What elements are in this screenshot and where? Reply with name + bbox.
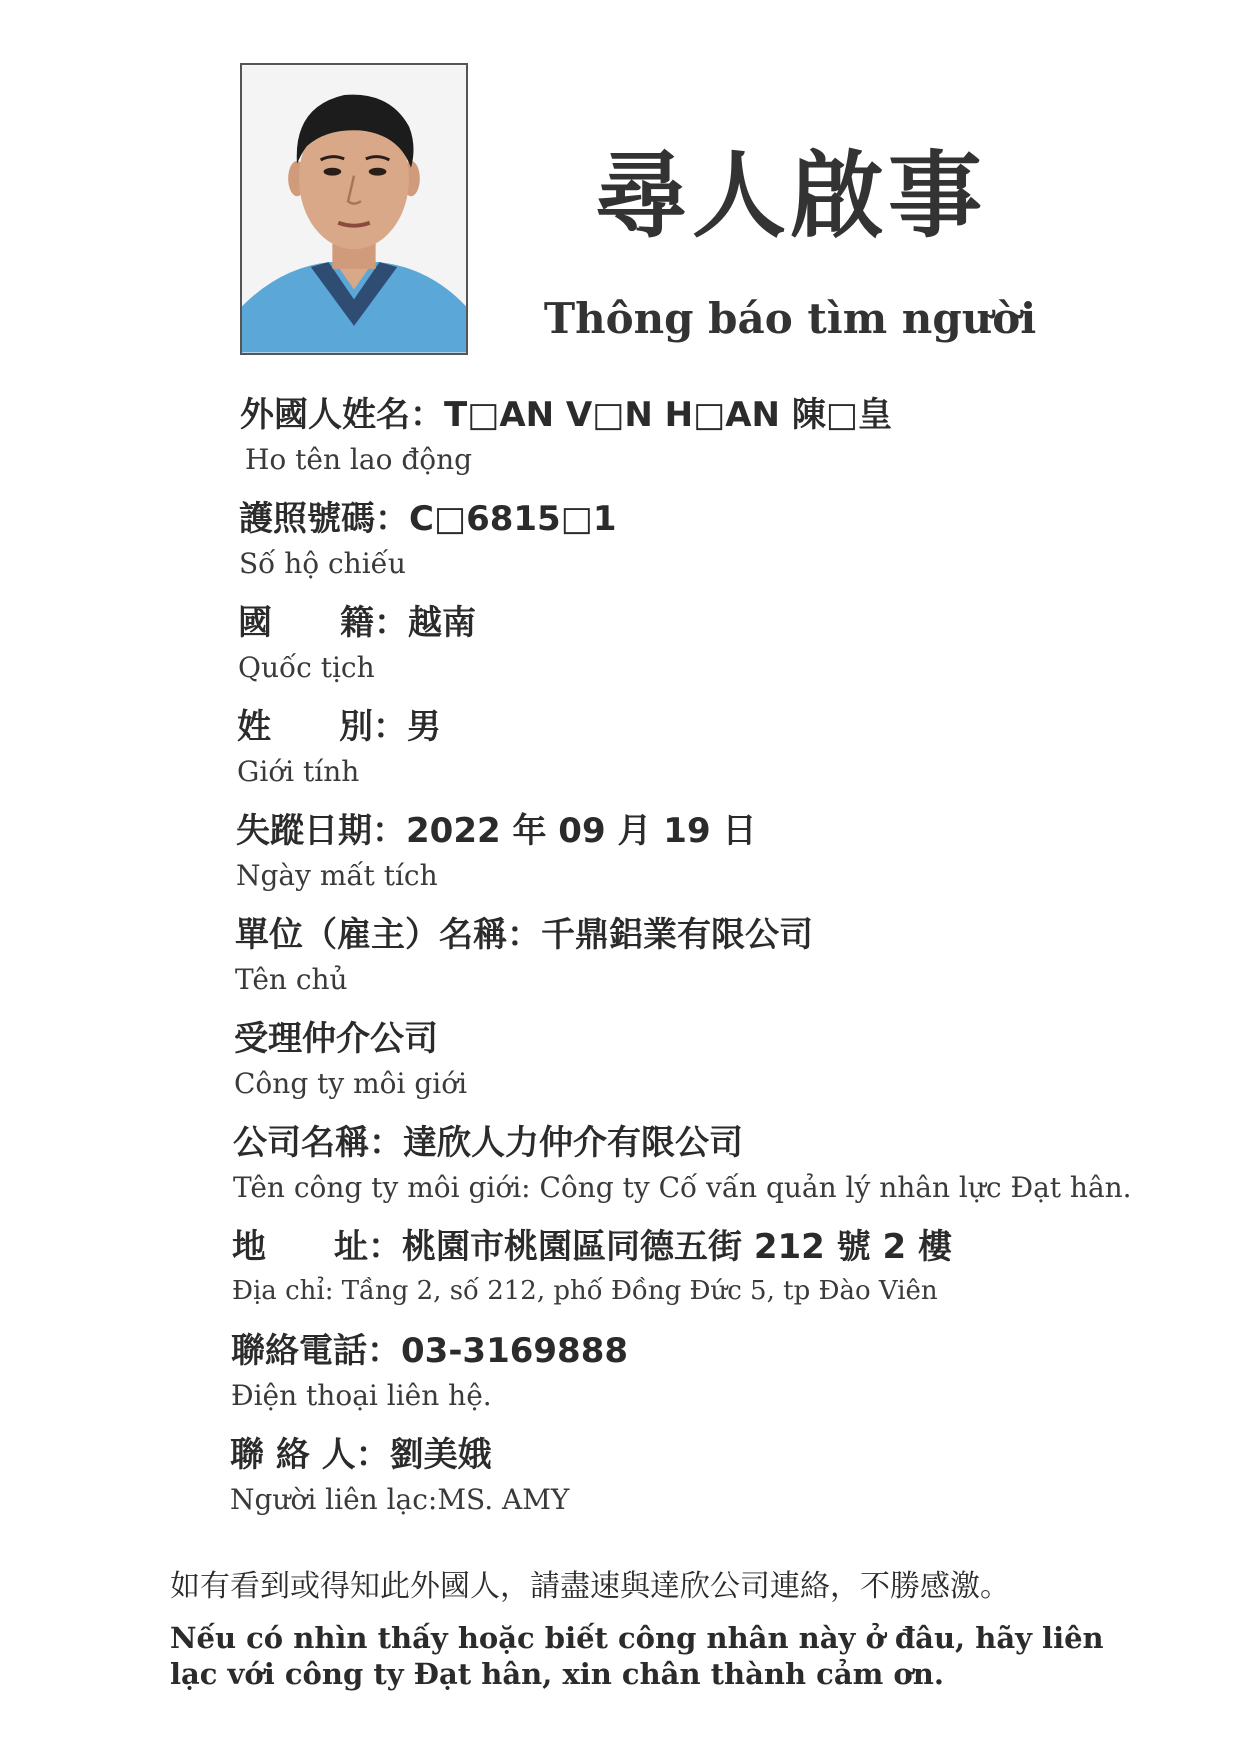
- field-subtitle: Quốc tịch: [238, 651, 375, 684]
- field-subtitle: Ngày mất tích: [236, 859, 438, 892]
- field-label: 護照號碼：: [239, 499, 409, 539]
- field-label: 受理仲介公司: [234, 1019, 438, 1059]
- field-subtitle: Người liên lạc:MS. AMY: [230, 1483, 570, 1516]
- title-vietnamese: Thông báo tìm người: [543, 294, 1037, 343]
- title-chinese: 尋人啟事: [593, 142, 986, 251]
- field-label: 國 籍：: [238, 603, 408, 643]
- footer-note-vietnamese: Nếu có nhìn thấy hoặc biết công nhân này ở đâu, hãy liên lạc với công ty Đạt hân, xin chân thành cảm ơn.: [170, 1621, 1104, 1692]
- field-value: 03-3169888: [401, 1331, 629, 1371]
- field-label: 公司名稱：: [233, 1123, 403, 1163]
- field-value: 千鼎鋁業有限公司: [541, 915, 813, 955]
- field-value: C□6815□1: [409, 499, 617, 539]
- field-nationality: [238, 603, 1240, 684]
- field-subtitle: Tên chủ: [235, 963, 348, 996]
- field-value: 2022 年 09 月 19 日: [406, 811, 757, 851]
- field-agency-heading: [234, 1019, 1240, 1100]
- field-subtitle: Số hộ chiếu: [239, 547, 406, 580]
- field-subtitle: Công ty môi giới: [234, 1067, 468, 1100]
- field-subtitle: Tên công ty môi giới: Công ty Cố vấn quản lý nhân lực Đạt hân.: [233, 1171, 1132, 1204]
- footer-note-chinese: 如有看到或得知此外國人，請盡速與達欣公司連絡，不勝感激。: [170, 1569, 1010, 1604]
- field-subtitle: Địa chỉ: Tầng 2, số 212, phố Đồng Đức 5, tp Đào Viên: [232, 1276, 938, 1306]
- field-value: 男: [407, 707, 441, 747]
- field-label: 外國人姓名：: [240, 395, 444, 435]
- field-worker-name: [240, 395, 1240, 476]
- field-contact-phone: [231, 1331, 1240, 1412]
- field-contact-person: [230, 1435, 1240, 1516]
- field-address: [232, 1227, 1240, 1306]
- field-value: T□AN V□N H□AN 陳□皇: [444, 395, 892, 435]
- field-label: 聯 絡 人：: [230, 1435, 390, 1475]
- field-value: 達欣人力仲介有限公司: [403, 1123, 743, 1163]
- field-label: 失蹤日期：: [236, 811, 406, 851]
- field-value: 桃園市桃園區同德五街 212 號 2 樓: [402, 1227, 952, 1267]
- portrait-illustration: [242, 65, 466, 353]
- field-label: 聯絡電話：: [231, 1331, 401, 1371]
- field-label: 地 址：: [232, 1227, 402, 1267]
- field-subtitle: Ho tên lao động: [245, 443, 473, 476]
- field-agency-name: [233, 1123, 1240, 1204]
- field-value: 越南: [408, 603, 476, 643]
- field-subtitle: Điện thoại liên hệ.: [231, 1379, 492, 1412]
- field-label: 單位（雇主）名稱：: [235, 915, 541, 955]
- portrait-photo: [240, 63, 468, 355]
- field-gender: [237, 707, 1240, 788]
- field-label: 姓 別：: [237, 707, 407, 747]
- field-missing-date: [236, 811, 1240, 892]
- field-passport-number: [239, 499, 1240, 580]
- field-subtitle: Giới tính: [237, 755, 360, 788]
- field-value: 劉美娥: [389, 1435, 492, 1475]
- field-employer-name: [235, 915, 1240, 996]
